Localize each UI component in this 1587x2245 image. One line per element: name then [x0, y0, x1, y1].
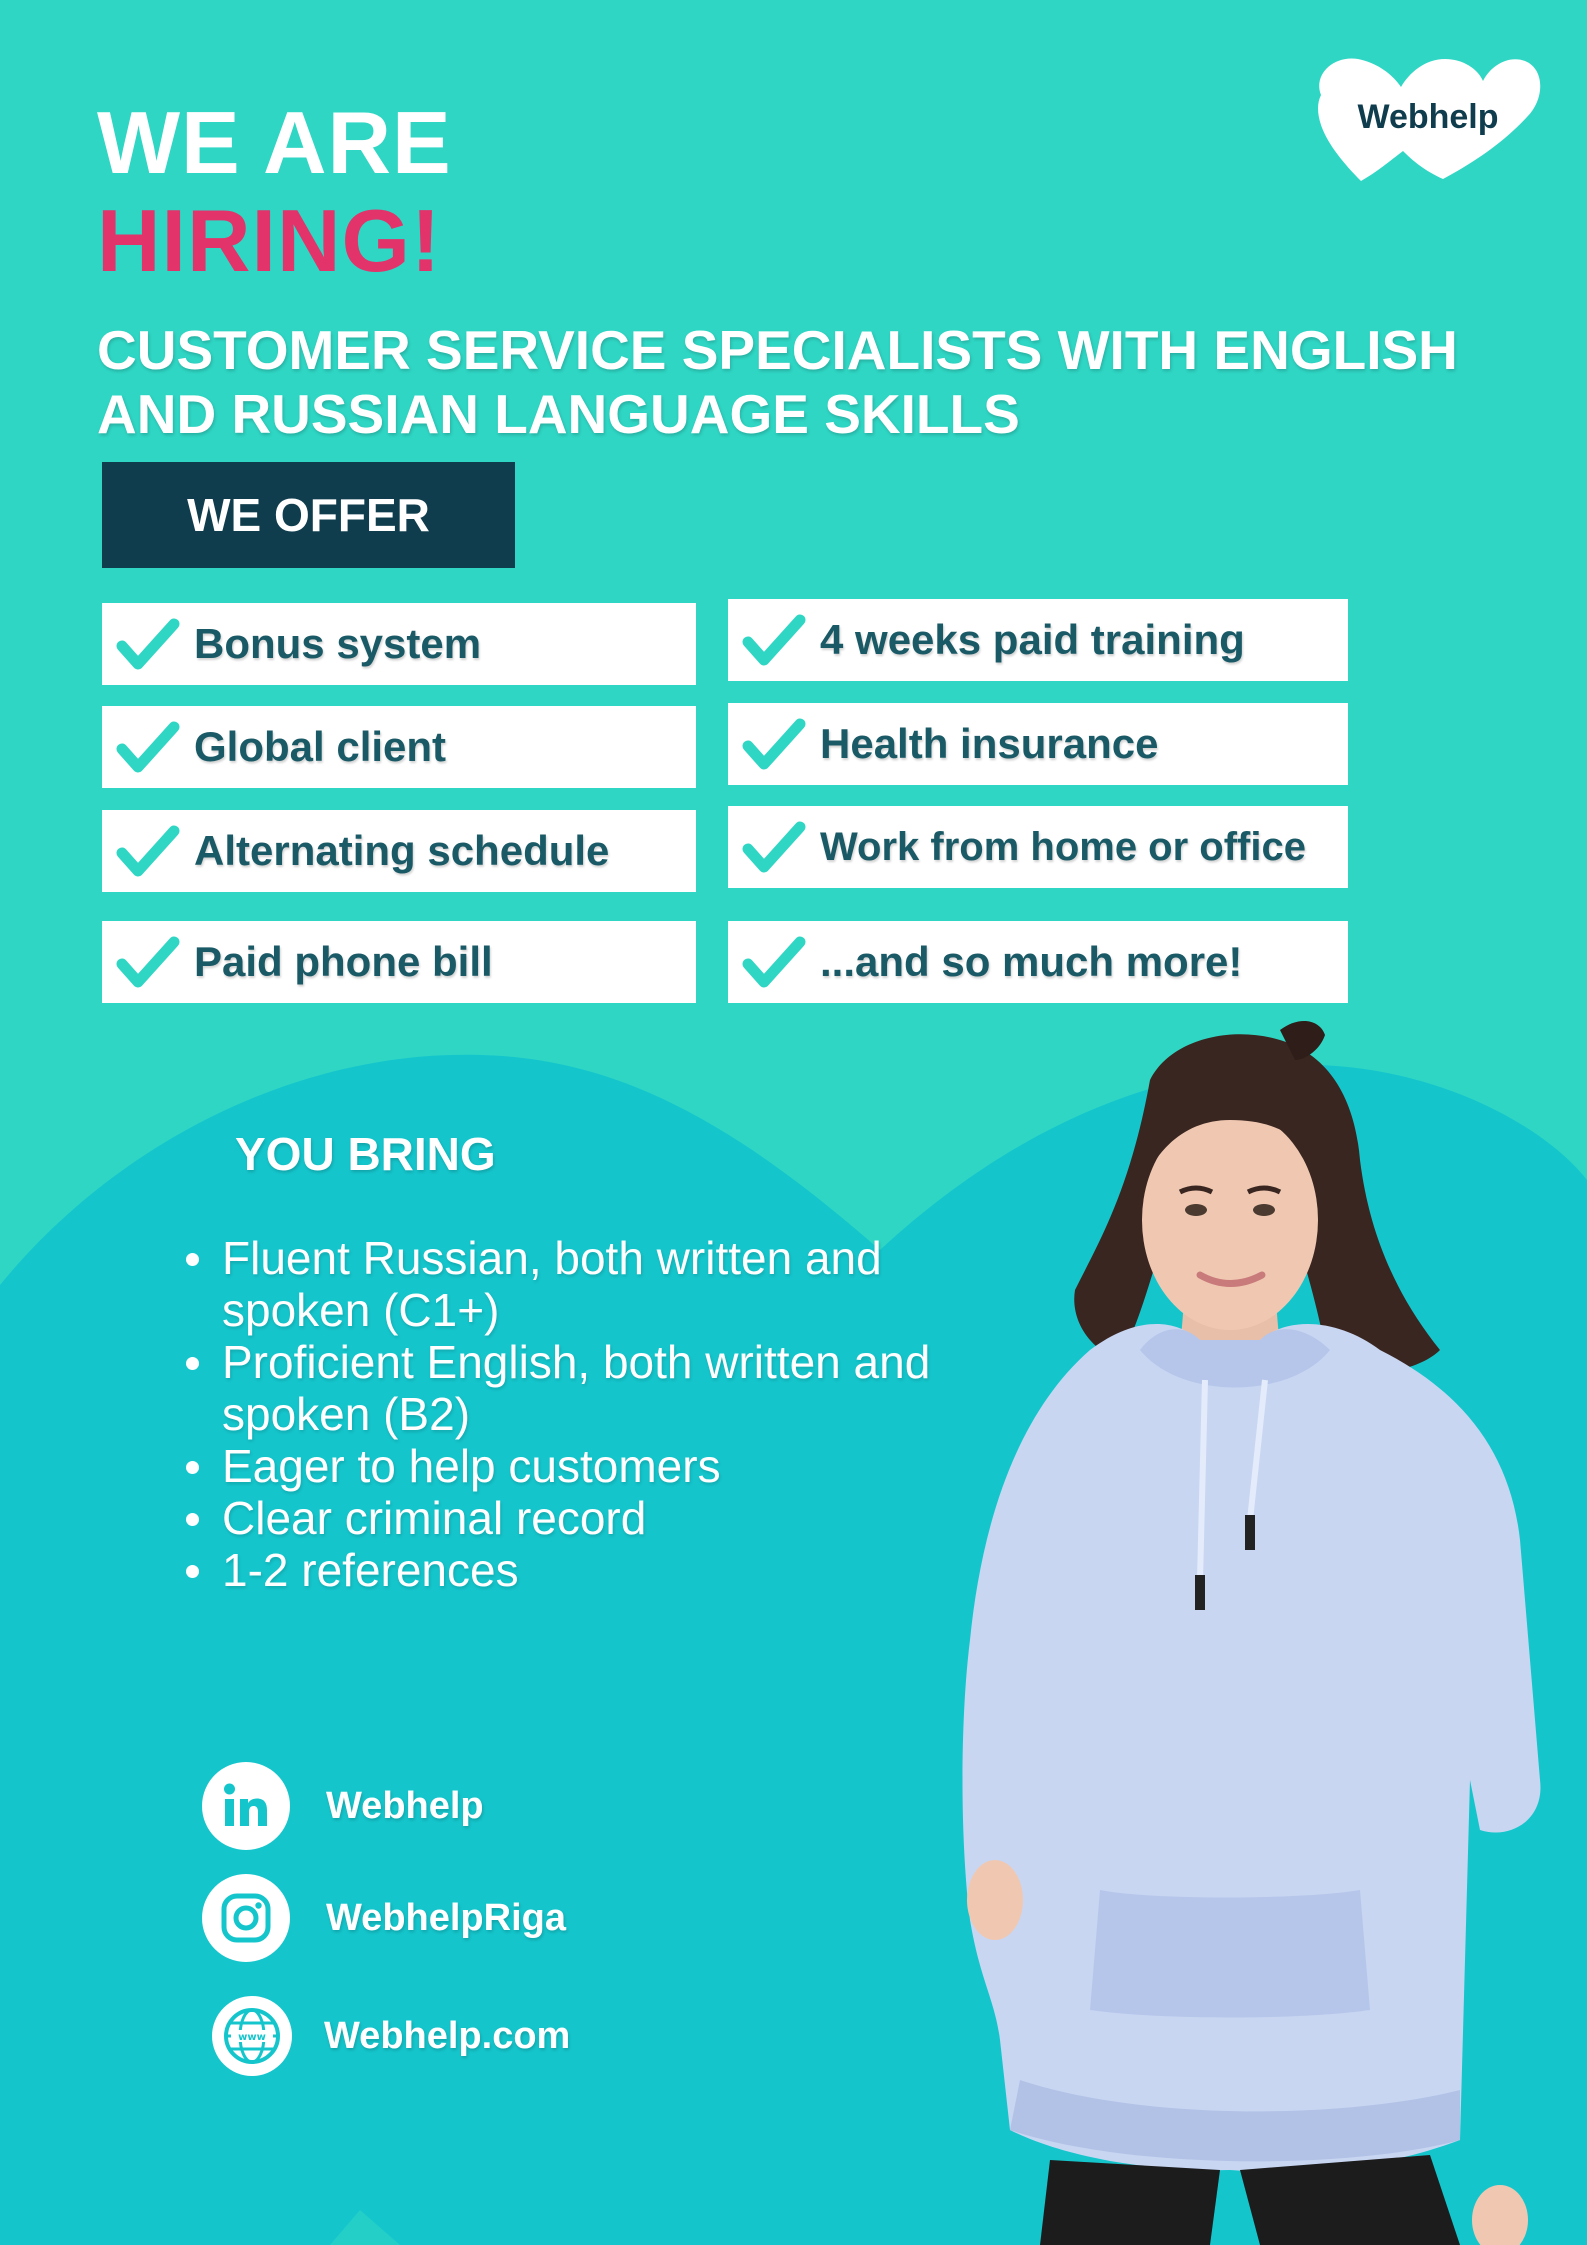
benefit-label: Global client — [194, 723, 447, 770]
checkmark-icon — [742, 716, 806, 772]
checkmark-icon — [742, 934, 806, 990]
requirement-item: Proficient English, both written and spoken (B2) — [182, 1336, 962, 1440]
benefit-item — [102, 810, 696, 892]
benefit-item — [102, 921, 696, 1003]
requirement-item: Fluent Russian, both written and spoken (C1+) — [182, 1232, 962, 1336]
requirement-item: 1-2 references — [182, 1544, 962, 1596]
job-title-line-1: CUSTOMER SERVICE SPECIALISTS WITH ENGLISH — [97, 319, 1458, 381]
linkedin-icon — [202, 1762, 290, 1850]
checkmark-icon — [742, 819, 806, 875]
social-website[interactable] — [212, 1996, 570, 2076]
benefit-item — [102, 603, 696, 685]
benefit-label: 4 weeks paid training — [820, 616, 1245, 663]
benefit-item — [728, 806, 1348, 888]
checkmark-icon — [116, 934, 180, 990]
instagram-label: WebhelpRiga — [326, 1896, 566, 1939]
requirement-item: Eager to help customers — [182, 1440, 962, 1492]
benefit-item — [728, 599, 1348, 681]
linkedin-label: Webhelp — [326, 1784, 484, 1827]
webhelp-logo — [1313, 55, 1543, 185]
benefit-item — [102, 706, 696, 788]
social-instagram[interactable] — [202, 1874, 566, 1962]
requirement-item: Clear criminal record — [182, 1492, 962, 1544]
checkmark-icon — [742, 612, 806, 668]
benefit-item — [728, 921, 1348, 1003]
benefit-label: Work from home or office — [820, 824, 1306, 869]
headline-hiring: HIRING! — [97, 191, 442, 290]
benefit-label: Alternating schedule — [194, 827, 610, 874]
logo-text: Webhelp — [1357, 98, 1499, 136]
benefit-label: Health insurance — [820, 720, 1159, 767]
instagram-icon — [202, 1874, 290, 1962]
benefit-label: ...and so much more! — [820, 938, 1243, 985]
benefit-label: Paid phone bill — [194, 938, 493, 985]
benefit-label: Bonus system — [194, 620, 482, 667]
requirements-list — [182, 1232, 962, 1596]
headline-we-are: WE ARE — [97, 93, 452, 192]
benefit-item — [728, 703, 1348, 785]
job-title — [97, 318, 1577, 446]
checkmark-icon — [116, 616, 180, 672]
website-label: Webhelp.com — [324, 2014, 571, 2057]
globe-icon — [212, 1996, 292, 2076]
svg-text:www: www — [238, 2032, 266, 2043]
checkmark-icon — [116, 823, 180, 879]
checkmark-icon — [116, 719, 180, 775]
woman-in-hoodie-photo — [900, 1020, 1560, 2245]
you-bring-title: YOU BRING — [235, 1128, 496, 1180]
job-title-line-2: AND RUSSIAN LANGUAGE SKILLS — [97, 383, 1020, 445]
we-offer-header: WE OFFER — [102, 462, 515, 568]
social-linkedin[interactable] — [202, 1762, 484, 1850]
